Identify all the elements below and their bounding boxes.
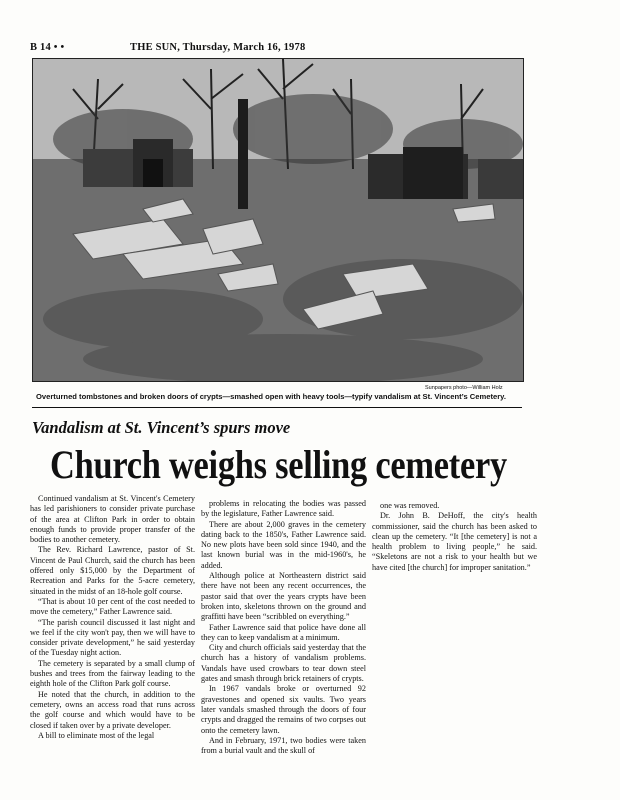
article-column-2: [201, 499, 366, 756]
article-paragraph: Although police at Northeastern district said there have not been any recent occurrences, the pastor said that over the years crypts have been broken into, skeletons thrown on the ground and graffitti have been “scribbled on everything.”: [201, 571, 366, 622]
article-headline: Church weighs selling cemetery: [50, 442, 507, 487]
dateline: THE SUN, Thursday, March 16, 1978: [130, 42, 306, 53]
article-paragraph: “The parish council discussed it last night and we feel if the city won't pay, then we will have to consider private development,” he said yesterday of the Tuesday night action.: [30, 617, 195, 658]
article-paragraph: The Rev. Richard Lawrence, pastor of St. Vincent de Paul Church, said the church has been offered only $15,000 by the Department of Recreation and Parks for the 5-acre cemetery, situated in the midst of an 18-hole golf course.: [30, 545, 195, 596]
article-paragraph: City and church officials said yesterday that the church has a history of vandalism problems. Vandals have used crowbars to tear down steel gates and smash through brick retainers of crypts.: [201, 643, 366, 684]
article-paragraph: Father Lawrence said that police have done all they can to keep vandalism at a minimum.: [201, 622, 366, 642]
article-paragraph: The cemetery is separated by a small clump of bushes and trees from the fairway leading to the eighth hole of the Clifton Park golf course.: [30, 658, 195, 689]
article-paragraph: “That is about 10 per cent of the cost needed to move the cemetery,” Father Lawrence said.: [30, 596, 195, 617]
article-paragraph: Dr. John B. DeHoff, the city's health commissioner, said the church has been asked to clean up the cemetery. “It [the cemetery] is not a health problem to living people,” he said. “Skeletons are not a risk to your health but we have cited [the church] for improper sanitation.”: [372, 511, 537, 572]
article-paragraph: A bill to eliminate most of the legal: [38, 730, 155, 740]
photo-illustration: [33, 59, 523, 381]
article-paragraph: Continued vandalism at St. Vincent's Cemetery has led parishioners to consider private purchase of the area at Clifton Park in order to obtain enough funds to provide proper transfer of the bodies to another cemetery.: [30, 494, 195, 545]
page-header: [30, 42, 500, 56]
article-paragraph: And in February, 1971, two bodies were taken from a burial vault and the skull of: [201, 735, 366, 756]
page-marker: B 14 • •: [30, 42, 65, 53]
photo-credit: Sunpapers photo—William Holz: [425, 385, 503, 391]
photo-caption: Overturned tombstones and broken doors of crypts—smashed open with heavy tools—typify vandalism at St. Vincent’s Cemetery.: [36, 392, 506, 401]
article-paragraph: problems in relocating the bodies was passed by the legislature, Father Lawrence said.: [201, 499, 366, 519]
article-paragraph: There are about 2,000 graves in the cemetery dating back to the 1850's, Father Lawrence said. No new plots have been sold since 1940, and the last known burial was in the mid-1960's, he added.: [201, 519, 366, 570]
article-paragraph: He noted that the church, in addition to the cemetery, owns an access road that runs across the golf course and which would have to be closed if taken over by a private developer.: [30, 689, 195, 730]
article-column-1: [30, 494, 195, 741]
article-paragraph: one was removed.: [380, 501, 440, 510]
article-paragraph: In 1967 vandals broke or overturned 92 gravestones and opened six vaults. Two years later vandals smashed through the doors of four crypts and dragged the remains of two corpses out onto the cemetery lawn.: [201, 684, 366, 735]
cemetery-photo: [32, 58, 524, 382]
article-column-3: [372, 501, 537, 573]
caption-rule: [32, 407, 522, 408]
article-kicker: Vandalism at St. Vincent’s spurs move: [32, 418, 291, 437]
